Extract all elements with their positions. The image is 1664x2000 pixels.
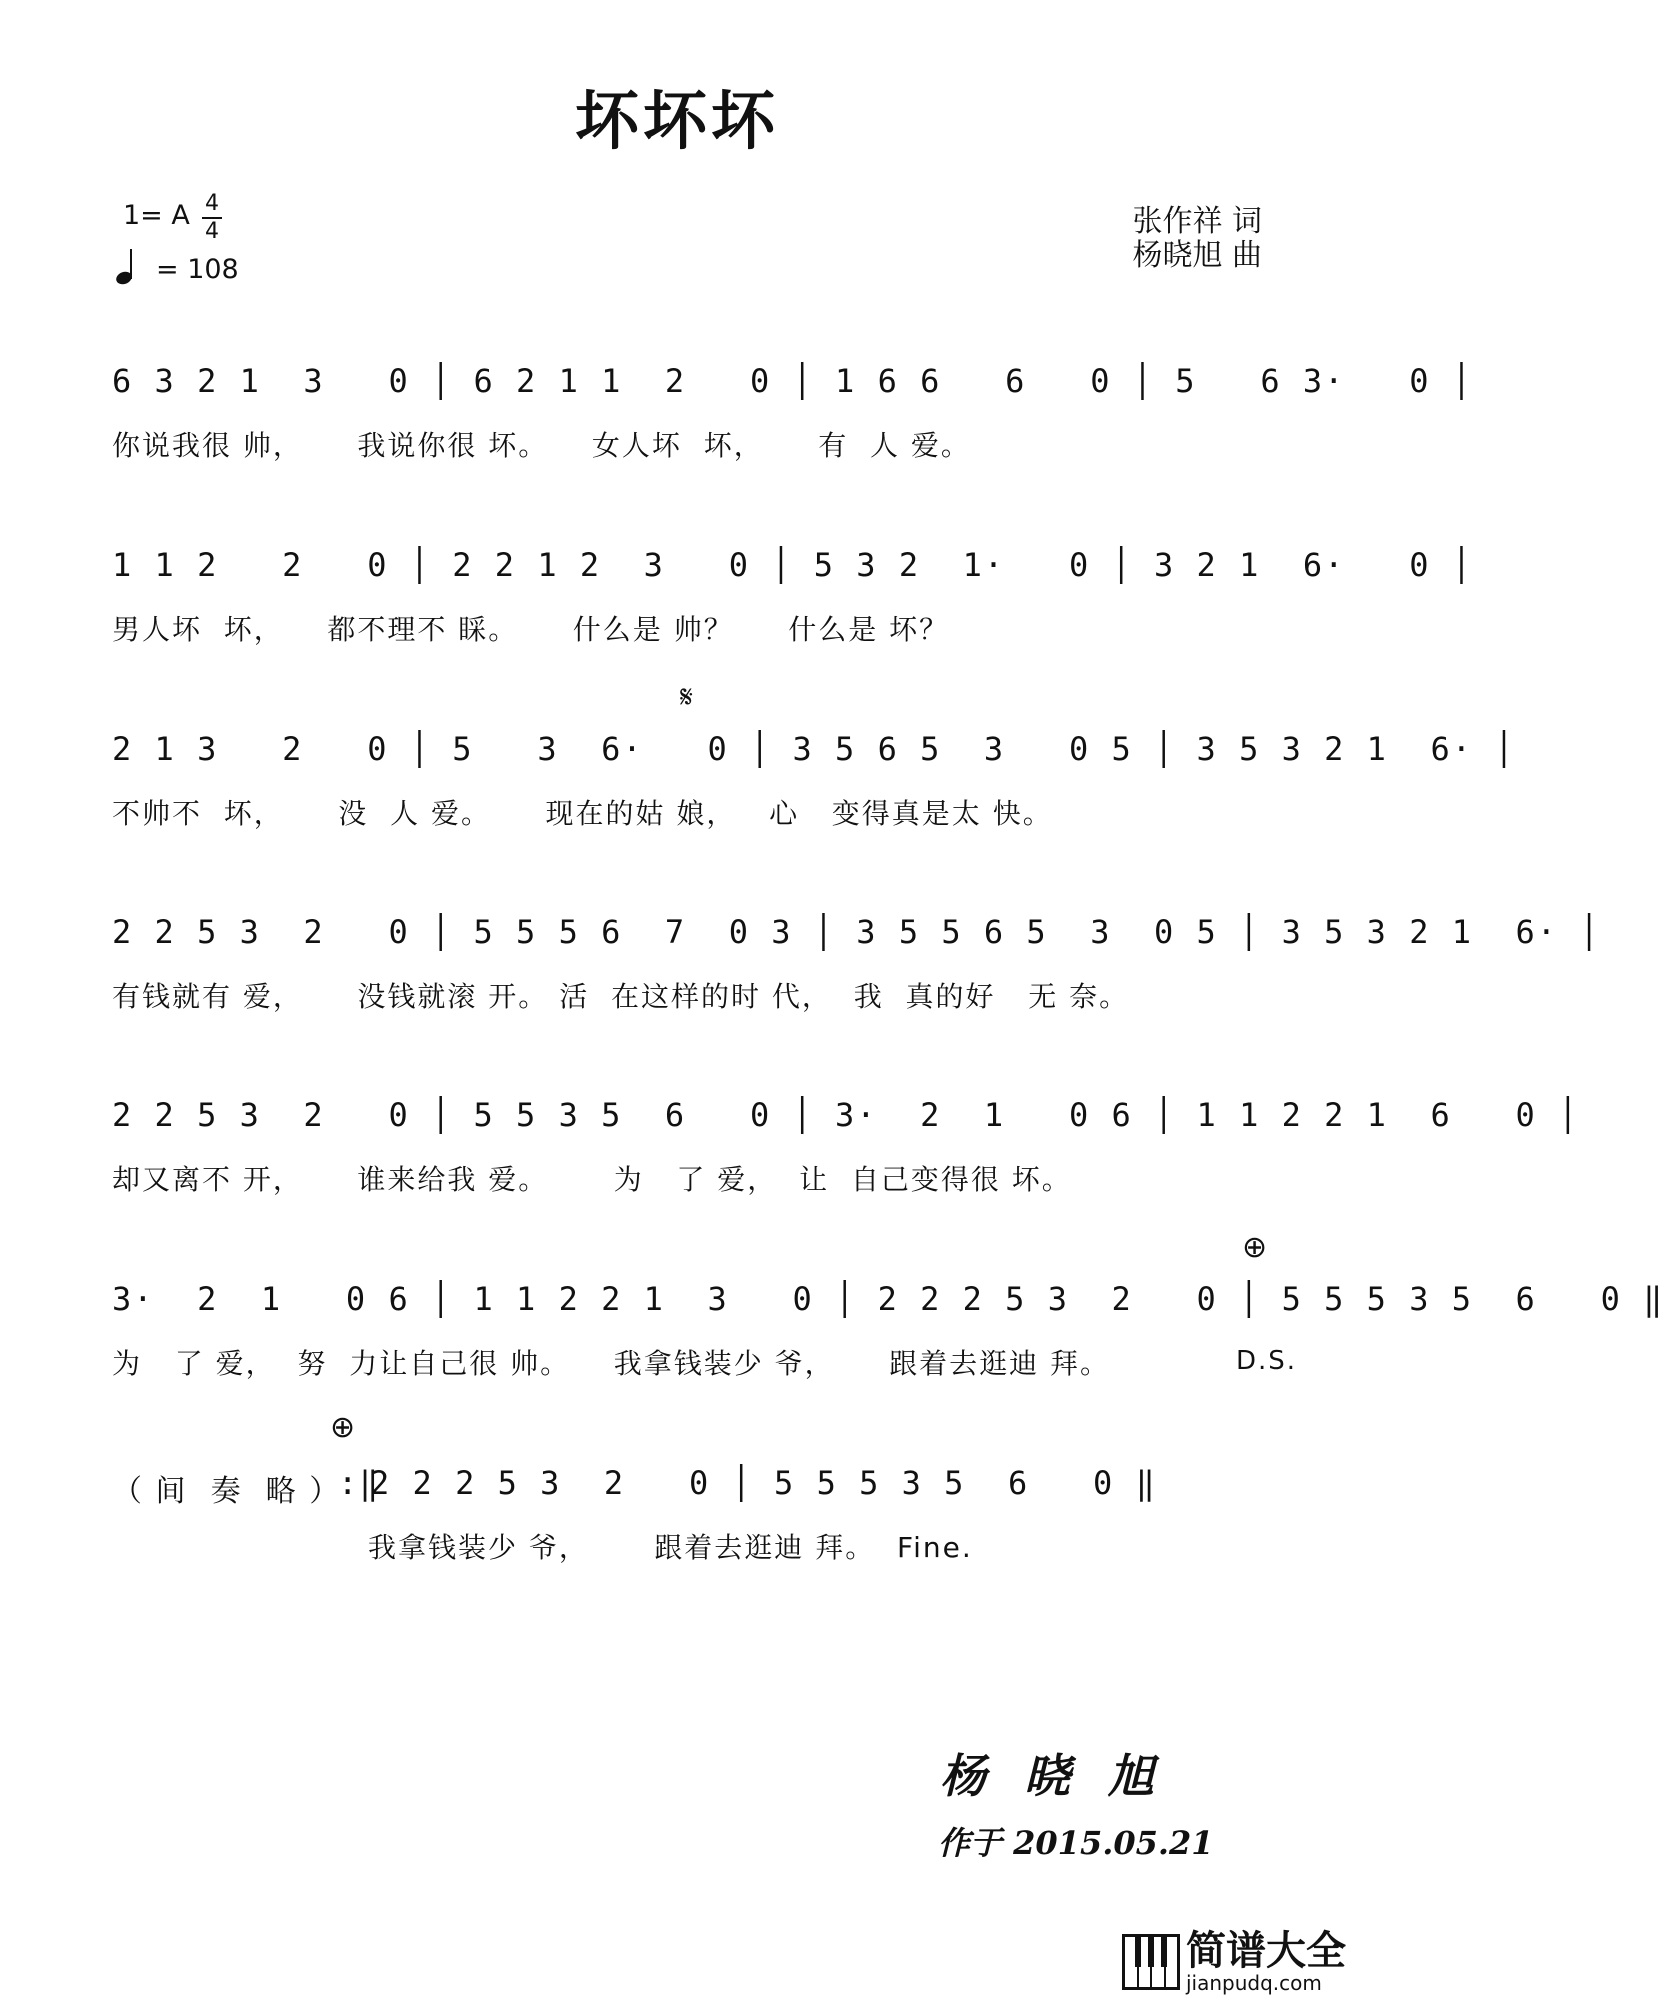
tempo-marking: [116, 250, 239, 285]
lyricist-credit: 张作祥 词: [1132, 204, 1262, 239]
notation-row-7: 2 2 2 5 3 2 0 │ 5 5 5 3 5 6 0 ‖: [370, 1464, 1157, 1502]
segno-sign: 𝄋: [680, 680, 693, 715]
time-sig-bottom: 4: [205, 219, 219, 244]
tempo-value: = 108: [156, 254, 239, 285]
lyrics-row-5: 却又离不 开， 谁来给我 爱。 为 了 爱， 让 自己变得很 坏。: [112, 1163, 1072, 1196]
composer-credit: 杨晓旭 曲: [1132, 238, 1262, 273]
watermark: [1122, 1930, 1346, 1994]
notation-row-1: 6 3 2 1 3 0 │ 6 2 1 1 2 0 │ 1 6 6 6 0 │ 5 6 3· 0 │: [112, 362, 1473, 400]
ds-marking: D.S.: [1236, 1346, 1298, 1376]
piano-icon: [1122, 1934, 1180, 1990]
quarter-note-icon: [116, 250, 136, 284]
key-signature: 1= A: [123, 200, 190, 231]
lyrics-row-6: 为 了 爱， 努 力让自己很 帅。 我拿钱装少 爷， 跟着去逛迪 拜。: [112, 1347, 1111, 1380]
interlude-label: （ 间 奏 略 ）: [112, 1474, 342, 1509]
coda-sign-1: ⊕: [1242, 1230, 1268, 1265]
composition-date: 作于 2015.05.21: [938, 1824, 1214, 1862]
lyrics-row-1: 你说我很 帅， 我说你很 坏。 女人坏 坏， 有 人 爱。: [112, 429, 971, 462]
lyrics-row-2: 男人坏 坏， 都不理不 睬。 什么是 帅？ 什么是 坏？: [112, 613, 950, 646]
notation-row-5: 2 2 5 3 2 0 │ 5 5 3 5 6 0 │ 3· 2 1 0 6 │ 1 1 2 2 1 6 0 │: [112, 1096, 1580, 1134]
notation-row-2: 1 1 2 2 0 │ 2 2 1 2 3 0 │ 5 3 2 1· 0 │ 3 2 1 6· 0 │: [112, 546, 1473, 584]
composer-signature: 杨晓旭: [940, 1749, 1192, 1803]
time-sig-top: 4: [205, 191, 219, 216]
repeat-sign: :‖: [338, 1464, 381, 1502]
time-signature: [202, 192, 222, 244]
song-title: 坏坏坏: [575, 85, 779, 159]
notation-row-6: 3· 2 1 0 6 │ 1 1 2 2 1 3 0 │ 2 2 2 5 3 2 0 │ 5 5 5 3 5 6 0 ‖: [112, 1280, 1664, 1318]
watermark-title: 简谱大全: [1186, 1928, 1346, 1974]
notation-row-3: 2 1 3 2 0 │ 5 3 6· 0 │ 3 5 6 5 3 0 5 │ 3 5 3 2 1 6· │: [112, 730, 1516, 768]
lyrics-row-3: 不帅不 坏， 没 人 爱。 现在的姑 娘， 心 变得真是太 快。: [112, 797, 1053, 830]
notation-row-4: 2 2 5 3 2 0 │ 5 5 5 6 7 0 3 │ 3 5 5 6 5 3 0 5 │ 3 5 3 2 1 6· │: [112, 913, 1601, 951]
lyrics-row-7: 我拿钱装少 爷， 跟着去逛迪 拜。 Fine.: [368, 1531, 973, 1564]
lyrics-row-4: 有钱就有 爱， 没钱就滚 开。 活 在这样的时 代， 我 真的好 无 奈。: [112, 980, 1130, 1013]
credits: [1132, 205, 1262, 273]
watermark-url: jianpudq.com: [1186, 1971, 1322, 1995]
coda-sign-2: ⊕: [330, 1410, 356, 1445]
